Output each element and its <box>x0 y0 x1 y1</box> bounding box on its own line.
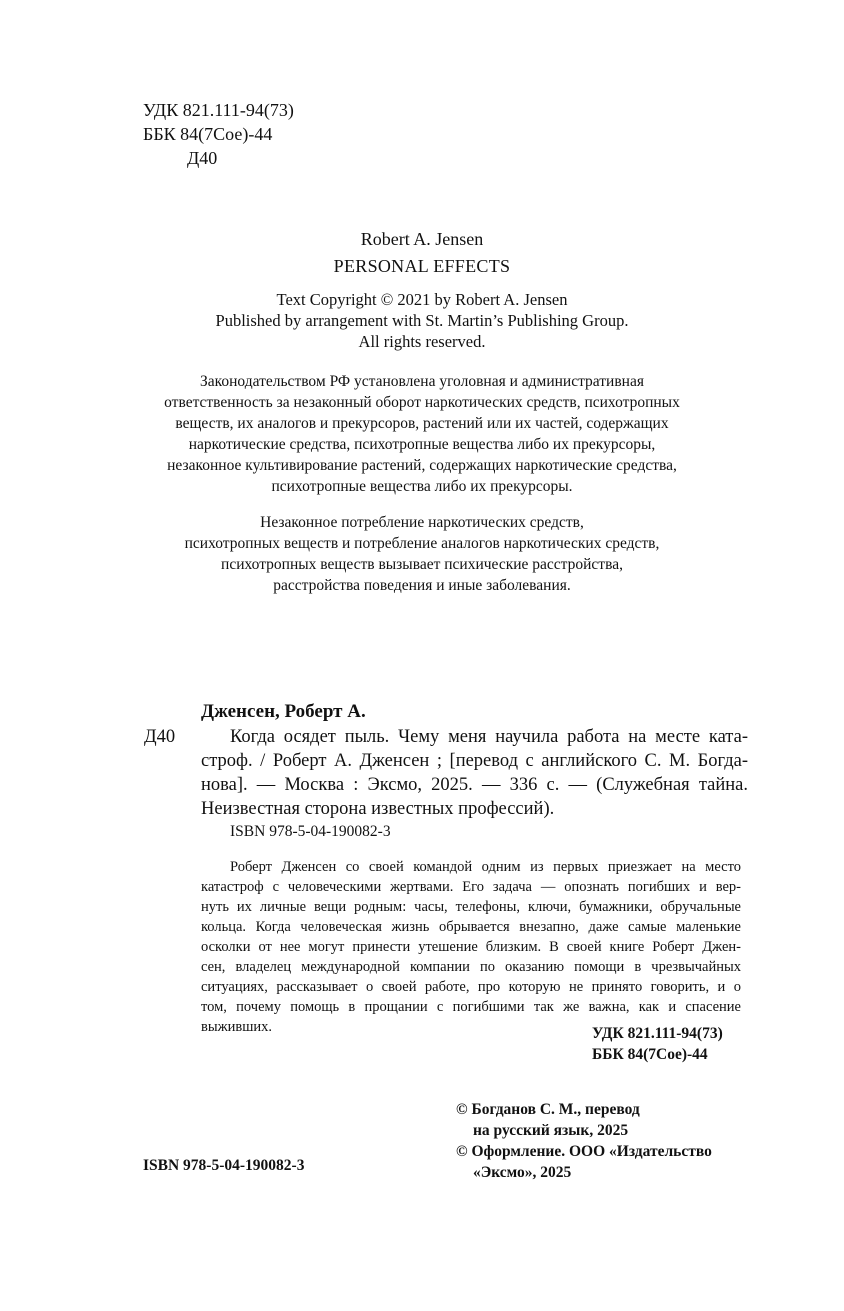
legal-notice-line: незаконное культивирование растений, содержащих наркотические средства, <box>167 457 677 474</box>
annotation-line: том, почему помощь в прощании с погибшими так же важна, как и спасение <box>201 999 741 1015</box>
legal-notice-line: Законодательством РФ установлена уголовная и административная <box>200 373 644 390</box>
legal-notice-line: психотропных веществ и потребление аналогов наркотических средств, <box>184 535 660 552</box>
original-author: Robert A. Jensen <box>360 229 484 249</box>
legal-notice-line: наркотические средства, психотропные вещества либо их прекурсоры, <box>188 436 656 453</box>
design-copyright: © Оформление. ООО «Издательство <box>456 1143 712 1160</box>
author-mark: Д40 <box>187 148 218 168</box>
top-classification-codes <box>143 98 294 170</box>
annotation-line: нуть их личные вещи родным: часы, телефоны, ключи, бумажники, обручальные <box>201 899 741 915</box>
legal-notice-line: психотропные вещества либо их прекурсоры. <box>271 478 573 495</box>
legal-notice-line: веществ, их аналогов и прекурсоров, растений или их частей, содержащих <box>175 415 669 432</box>
annotation-line: кольца. Когда человеческая жизнь обрывается внезапно, даже самые маленькие <box>201 919 741 935</box>
udk-code: УДК 821.111-94(73) <box>143 100 294 120</box>
book-annotation <box>201 857 741 1037</box>
catalog-isbn: ISBN 978-5-04-190082-3 <box>230 823 391 840</box>
copyright-notice <box>0 289 844 352</box>
annotation-line: сен, владелец международной компании по оказанию помощи в чрезвычайных <box>201 959 741 975</box>
annotation-line: Роберт Дженсен со своей командой одним из первых приезжает на место <box>230 859 741 875</box>
annotation-line: ситуациях, рассказывает о своей работе, про которую не принято говорить, и о <box>201 979 741 995</box>
catalog-udk-code: УДК 821.111-94(73) <box>592 1025 723 1042</box>
biblio-line: нова]. — Москва : Эксмо, 2025. — 336 с. — (Служебная тайна. <box>201 775 748 795</box>
original-title: PERSONAL EFFECTS <box>333 256 511 276</box>
legal-notice-health <box>0 512 844 596</box>
biblio-line: Неизвестная сторона известных профессий). <box>201 799 555 819</box>
translation-copyright: © Богданов С. М., перевод <box>456 1101 640 1118</box>
legal-notice-line: расстройства поведения и иные заболевания. <box>273 577 571 594</box>
catalog-bbk-code: ББК 84(7Сое)-44 <box>592 1046 708 1063</box>
copyright-line: All rights reserved. <box>358 332 486 351</box>
bottom-isbn: ISBN 978-5-04-190082-3 <box>143 1157 305 1174</box>
catalog-code: Д40 <box>144 727 176 747</box>
bbk-code: ББК 84(7Сое)-44 <box>143 124 273 144</box>
annotation-line: выживших. <box>201 1019 273 1035</box>
copyright-line: Published by arrangement with St. Martin’s Publishing Group. <box>215 311 629 330</box>
legal-notice-drugs <box>0 371 844 497</box>
translation-copyright-cont: на русский язык, 2025 <box>473 1122 629 1139</box>
legal-notice-line: психотропных веществ вызывает психические расстройства, <box>221 556 623 573</box>
copyright-line: Text Copyright © 2021 by Robert A. Jensen <box>276 290 568 309</box>
rights-block <box>456 1099 712 1183</box>
catalog-classification-codes <box>592 1023 723 1065</box>
biblio-line: Когда осядет пыль. Чему меня научила работа на месте ката- <box>230 727 748 747</box>
legal-notice-line: Незаконное потребление наркотических средств, <box>260 514 584 531</box>
design-copyright-cont: «Эксмо», 2025 <box>473 1164 572 1181</box>
bibliographic-description <box>201 725 748 821</box>
annotation-line: катастроф с человеческими жертвами. Его задача — опознать погибших и вер- <box>201 879 741 895</box>
legal-notice-line: ответственность за незаконный оборот наркотических средств, психотропных <box>164 394 680 411</box>
catalog-author-heading: Дженсен, Роберт А. <box>201 701 366 722</box>
biblio-line: строф. / Роберт А. Дженсен ; [перевод с английского С. М. Богда- <box>201 751 748 771</box>
annotation-line: осколки от нее могут принести утешение близким. В своей книге Роберт Джен- <box>201 939 741 955</box>
